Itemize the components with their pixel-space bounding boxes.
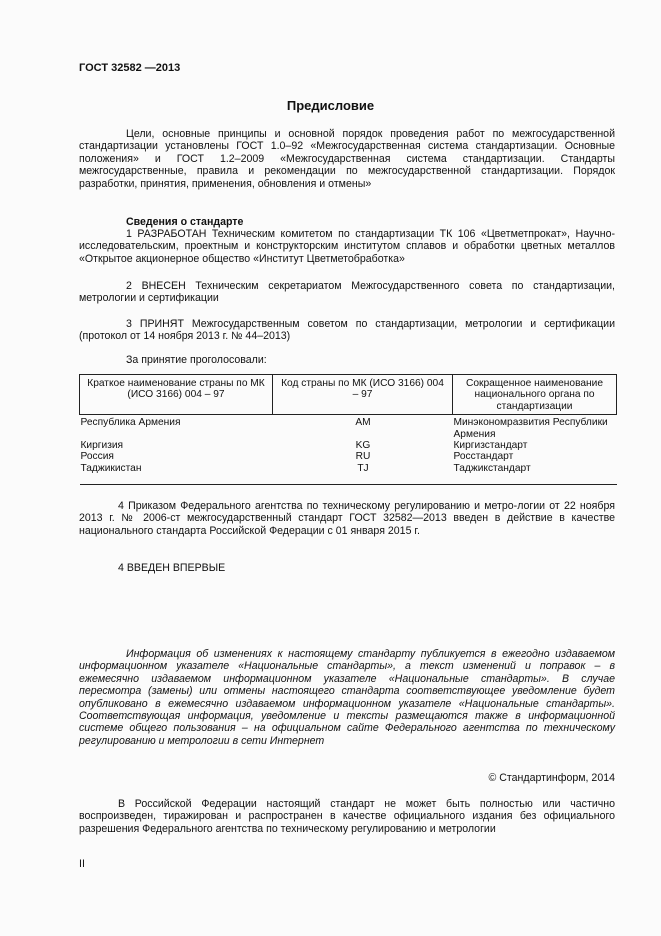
country-code: KG [355, 440, 371, 452]
standards-body: Росстандарт [453, 451, 514, 463]
voted-caption: За принятие проголосовали: [126, 354, 267, 366]
rights-notice: В Российской Федерации настоящий стандарт не может быть полностью или частично воспроизведен, тиражирован и распространен в качестве официального издания без официального разрешения Федерального агентства по техническому регулированию и метрологии [79, 798, 615, 835]
intro-paragraph: Цели, основные принципы и основной порядок проведения работ по межгосударственной стандартизации установлены ГОСТ 1.0–92 «Межгосударственная система стандартизации. Основные положения» и ГОСТ 1.2–2009 «Межгосударственная система стандартизации. Стандарты межгосударственные, правила и рекомендации по межгосударственной стандартизации. Порядок разработки, принятия, применения, обновления и отмены» [79, 128, 615, 190]
standards-body: Минэкономразвития Республики Армения [453, 417, 608, 440]
country-name: Киргизия [80, 440, 124, 452]
table-row [80, 463, 617, 485]
table-row [80, 440, 617, 451]
copyright: © Стандартинформ, 2014 [488, 772, 615, 784]
item-adopted: 3 ПРИНЯТ Межгосударственным советом по стандартизации, метрологии и сертификации (протокол от 14 ноября 2013 г. № 44–2013) [79, 318, 615, 343]
voting-table [79, 374, 617, 485]
page-title: Предисловие [286, 98, 375, 113]
country-name: Таджикистан [80, 463, 273, 485]
table-row [80, 415, 617, 440]
item-first-introduced: 4 ВВЕДЕН ВПЕРВЫЕ [118, 562, 226, 574]
table-row [80, 451, 617, 462]
header-country-name: Краткое наименование страны по МК (ИСО 3166) 004 – 97 [80, 375, 273, 415]
page-number: II [79, 858, 85, 870]
info-notice: Информация об изменениях к настоящему стандарту публикуется в ежегодно издаваемом информационном указателе «Национальные стандарты», а текст изменений и поправок – в ежемесячно издаваемом информационном указателе «Национальные стандарты». В случае пересмотра (замены) или отмены настоящего стандарта соответствующее уведомление будет опубликовано в ежемесячно издаваемом информационном указателе «Национальные стандарты». Соответствующая информация, уведомление и тексты размещаются также в информационной системе общего пользования – на официальном сайте Федерального агентства по техническому регулированию и метрологии в сети Интернет [79, 648, 615, 747]
item-developed: 1 РАЗРАБОТАН Техническим комитетом по стандартизации ТК 106 «Цветметпрокат», Научно-исследовательским, проектным и конструкторским институтом сплавов и обработки цветных металлов «Открытое акционерное общество «Институт Цветметобработка» [79, 228, 615, 265]
country-code: TJ [273, 463, 453, 485]
header-country-code: Код страны по МК (ИСО 3166) 004 – 97 [273, 375, 453, 415]
item-order: 4 Приказом Федерального агентства по техническому регулированию и метро-логии от 22 ноября 2013 г. № 2006-ст межгосударственный стандарт ГОСТ 32582—2013 введен в действие в качестве национального стандарта Российской Федерации с 01 января 2015 г. [79, 500, 615, 537]
country-name: Республика Армения [80, 417, 181, 429]
item-introduced: 2 ВНЕСЕН Техническим секретариатом Межгосударственного совета по стандартизации, метрологии и сертификации [79, 280, 615, 305]
country-name: Россия [80, 451, 114, 463]
standards-body: Таджикстандарт [453, 463, 617, 485]
document-header: ГОСТ 32582 —2013 [79, 62, 181, 74]
header-standards-body: Сокращенное наименование национального органа по стандартизации [453, 375, 617, 415]
standards-body: Киргизстандарт [453, 440, 528, 452]
country-code: RU [355, 451, 371, 463]
about-heading: Сведения о стандарте [126, 216, 244, 228]
table-header-row [80, 375, 617, 415]
country-code: AM [355, 417, 371, 429]
